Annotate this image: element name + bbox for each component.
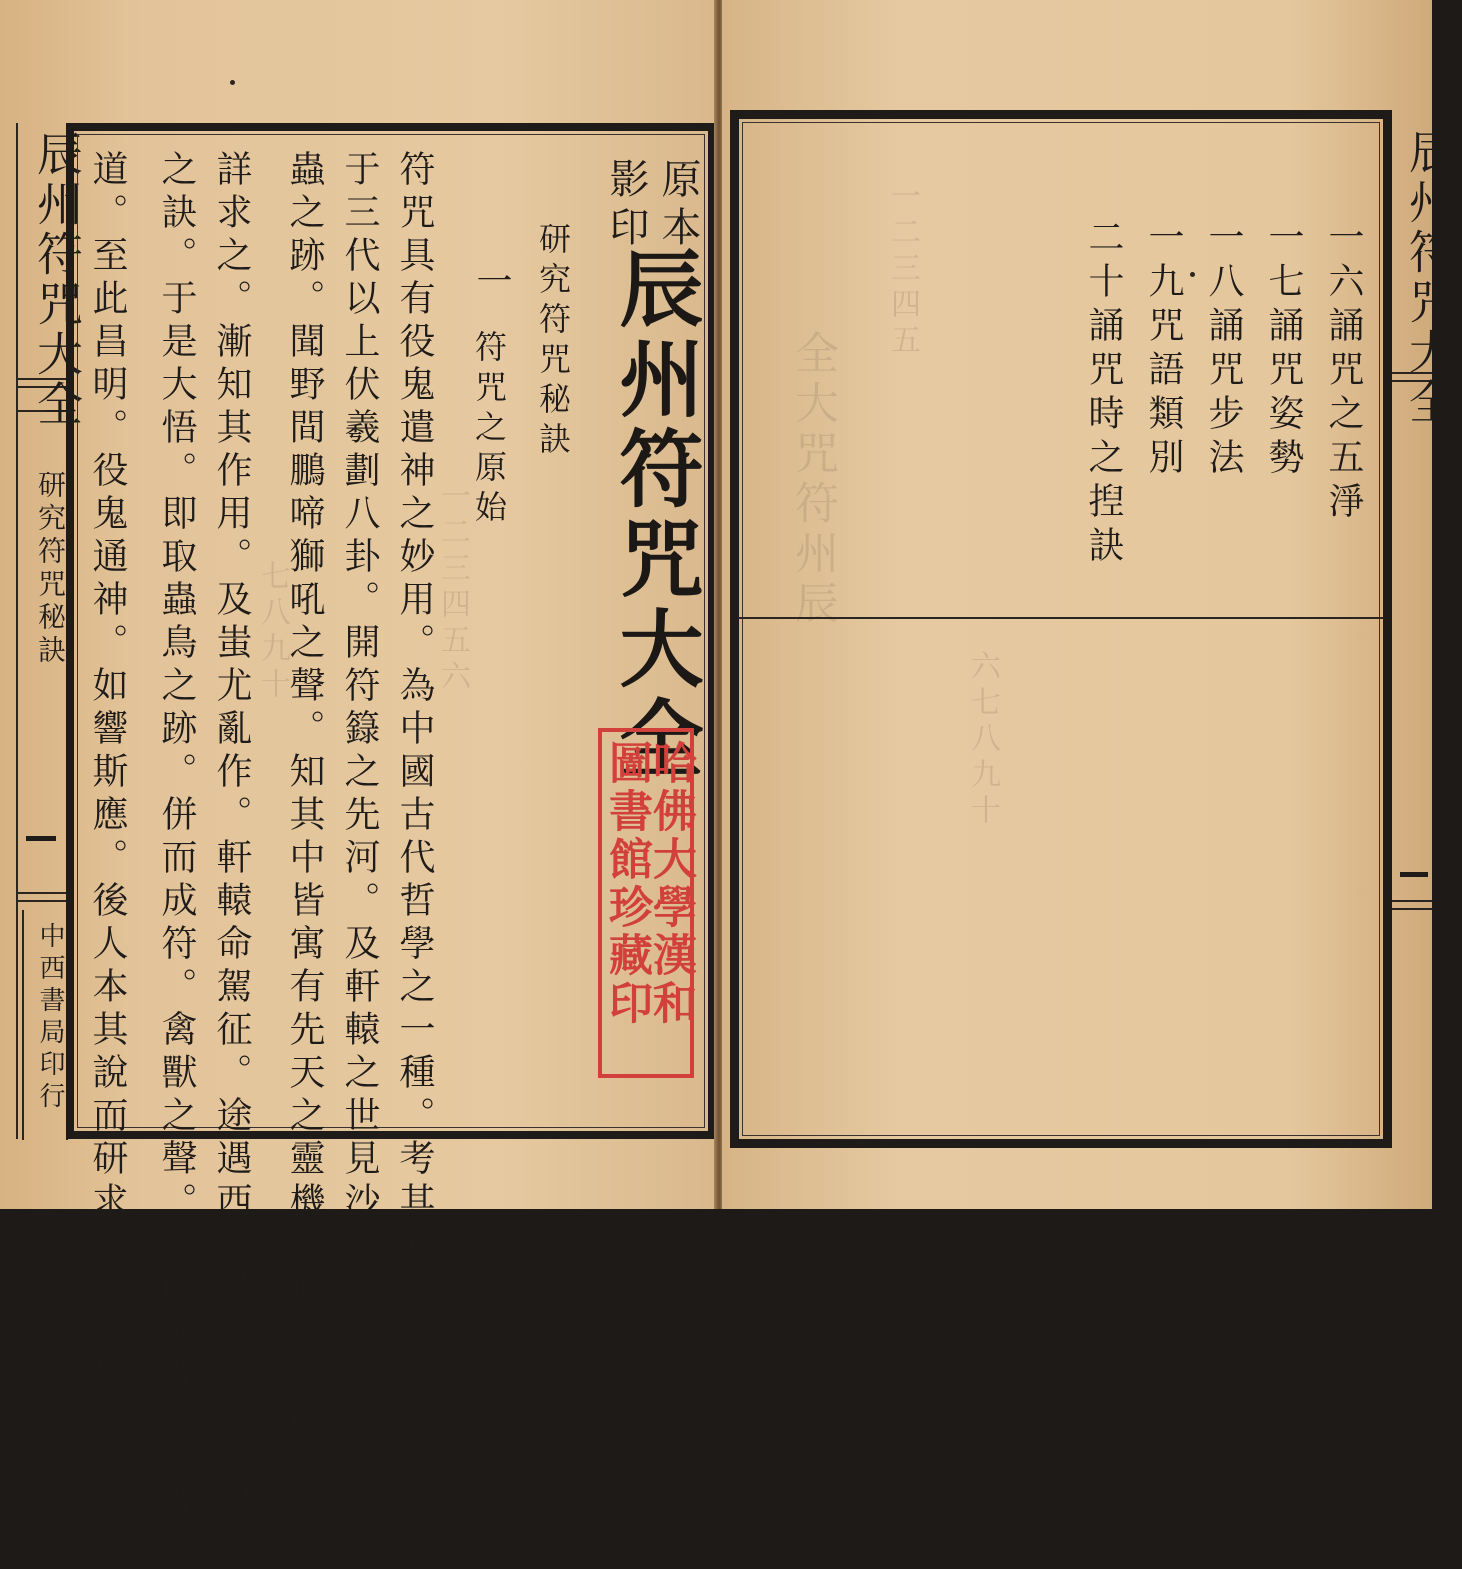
strip-publisher: 中西書局印行 xyxy=(35,922,65,1114)
edge-strip-folio-mark xyxy=(1400,872,1428,877)
strip-rule xyxy=(16,123,18,1139)
part-title: 研究符咒秘訣 xyxy=(534,222,572,462)
edition-note-original: 原本 xyxy=(655,158,701,254)
bleed-through-text: 一二三四五六 xyxy=(435,480,470,696)
body-column-3: 蟲之跡。聞野間鵬啼獅吼之聲。知其中皆寓有先天之靈機。迺推闡而 xyxy=(284,150,325,1440)
bleed-through-text: 全大咒符州辰 xyxy=(787,330,838,630)
edition-note-facsimile: 影印 xyxy=(603,158,649,254)
seal-text-col1: 哈佛大學漢和 xyxy=(645,740,696,1028)
strip-rule xyxy=(18,900,66,902)
main-title: 辰州符咒大全 xyxy=(606,245,705,785)
library-seal xyxy=(598,728,694,1078)
toc-entry-18: 一八誦咒步法 xyxy=(1203,218,1244,482)
bleed-through-text: 一二三四五 xyxy=(885,180,920,360)
chapter-number: 一 xyxy=(471,262,512,306)
seal-text-col2: 圖書館珍藏印 xyxy=(601,740,652,1028)
body-column-6: 道。至此昌明。役鬼通神。如響斯應。後人本其說而研求之。益覺精進。至 xyxy=(87,150,128,1569)
strip-folio-mark xyxy=(26,836,56,841)
strip-book-title: 辰州符咒大全 xyxy=(30,130,84,430)
paper-speck xyxy=(230,80,235,85)
toc-entry-19: 一九咒語類別 xyxy=(1143,218,1184,482)
body-column-1: 符咒具有役鬼遣神之妙用。為中國古代哲學之一種。考其原始。實出 xyxy=(394,150,435,1440)
chapter-title: 符咒之原始 xyxy=(470,330,508,530)
toc-entry-16: 一六誦咒之五淨 xyxy=(1323,218,1364,526)
bleed-through-text: 六七八九十 xyxy=(965,650,1000,830)
paper-speck xyxy=(1190,272,1195,277)
strip-section-title: 研究符咒秘訣 xyxy=(34,470,67,668)
edge-strip-rule xyxy=(1392,900,1432,902)
toc-entry-17: 一七誦咒姿勢 xyxy=(1263,218,1304,482)
edge-strip-rule xyxy=(1392,908,1432,910)
bleed-through-text: 七八九十 xyxy=(255,560,290,704)
body-column-5: 之訣。于是大悟。即取蟲鳥之跡。併而成符。禽獸之聲。繹而成咒。符咒之 xyxy=(156,150,197,1569)
left-page xyxy=(0,0,716,1569)
toc-entry-20: 二十誦咒時之揑訣 xyxy=(1083,218,1124,570)
strip-rule xyxy=(18,892,66,894)
body-column-2: 于三代以上伏羲劃八卦。開符籙之先河。及軒轅之世見沙中仙鳥靈 xyxy=(339,150,380,1397)
body-column-4: 詳求之。漸知其作用。及蚩尤亂作。軒轅命駕征。途遇西王母。授以符咒 xyxy=(211,150,252,1526)
edge-strip-title: 辰州符咒大全 xyxy=(1402,128,1456,428)
right-frame-divider xyxy=(738,617,1384,619)
